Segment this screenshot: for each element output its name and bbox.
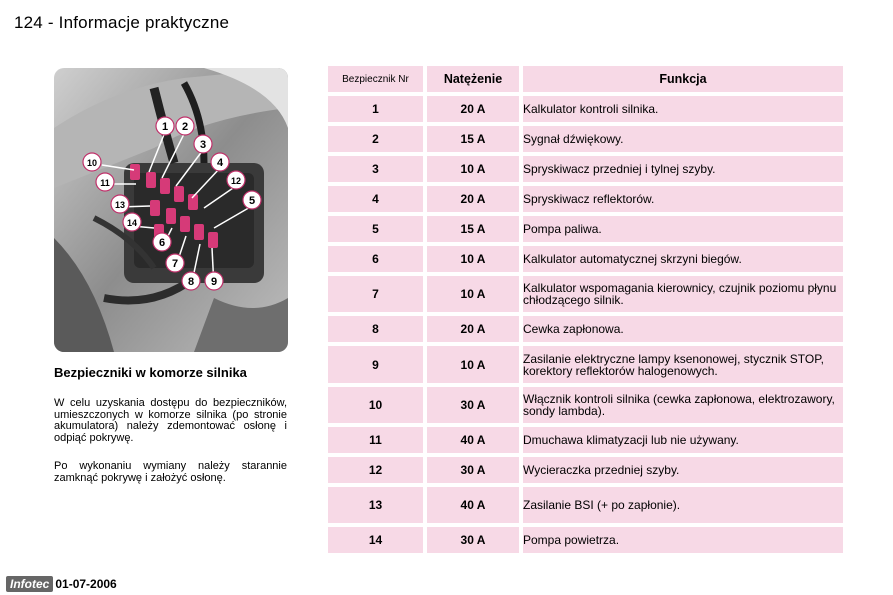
amperage-cell: 15 A: [423, 216, 519, 242]
table-row: [328, 527, 843, 553]
function-cell: Spryskiwacz przedniej i tylnej szyby.: [519, 156, 843, 182]
instruction-paragraph-1: W celu uzyskania dostępu do bezpieczników, umieszczonych w komorze silnika (po stronie akumulatora) należy zdemontować osłonę i odpiąć pokrywę.: [54, 397, 287, 444]
page-title: 124 - Informacje praktyczne: [14, 13, 230, 32]
fuse-callout-label: 12: [230, 176, 242, 186]
fuse-number-cell: 2: [328, 126, 423, 152]
fuse-callout-label: 14: [126, 218, 138, 228]
function-cell: Kalkulator automatycznej skrzyni biegów.: [519, 246, 843, 272]
fuse-number-cell: 5: [328, 216, 423, 242]
fuse-number-cell: 4: [328, 186, 423, 212]
fuse-callout-label: 3: [199, 139, 207, 151]
table-row: [328, 186, 843, 212]
section-title: Bezpieczniki w komorze silnika: [54, 365, 247, 380]
fuse-callout-label: 8: [187, 276, 195, 288]
function-cell: Spryskiwacz reflektorów.: [519, 186, 843, 212]
table-row: [328, 96, 843, 122]
amperage-cell: 20 A: [423, 186, 519, 212]
table-row: [328, 126, 843, 152]
fuse-callout-label: 1: [161, 121, 169, 133]
fuse-callout-label: 9: [210, 276, 218, 288]
fuse-number-cell: 3: [328, 156, 423, 182]
fuse-number-cell: 9: [328, 346, 423, 383]
header-function: Funkcja: [519, 66, 843, 92]
fuse-callout-label: 6: [158, 237, 166, 249]
fuse-number-cell: 11: [328, 427, 423, 453]
amperage-cell: 30 A: [423, 457, 519, 483]
amperage-cell: 30 A: [423, 527, 519, 553]
amperage-cell: 20 A: [423, 96, 519, 122]
table-row: [328, 427, 843, 453]
table-row: [328, 316, 843, 342]
fuse-callout-label: 2: [181, 121, 189, 133]
amperage-cell: 10 A: [423, 346, 519, 383]
fuse-number-cell: 14: [328, 527, 423, 553]
table-row: [328, 487, 843, 523]
amperage-cell: 40 A: [423, 427, 519, 453]
engine-fusebox-photo: [54, 68, 288, 352]
fuse-callout-label: 10: [86, 158, 98, 168]
function-cell: Pompa powietrza.: [519, 527, 843, 553]
infotec-logo: Infotec: [6, 576, 53, 592]
fuse-number-cell: 12: [328, 457, 423, 483]
function-cell: Kalkulator wspomagania kierownicy, czujnik poziomu płynu chłodzącego silnik.: [519, 276, 843, 312]
amperage-cell: 10 A: [423, 276, 519, 312]
fuse-number-cell: 1: [328, 96, 423, 122]
function-cell: Wycieraczka przedniej szyby.: [519, 457, 843, 483]
table-row: [328, 156, 843, 182]
table-row: [328, 457, 843, 483]
header-fuse-number: Bezpiecznik Nr: [328, 66, 423, 92]
fuse-table: [328, 62, 843, 557]
table-row: [328, 387, 843, 423]
fuse-callout-label: 5: [248, 195, 256, 207]
fuse-callout-label: 7: [171, 258, 179, 270]
amperage-cell: 15 A: [423, 126, 519, 152]
fuse-number-cell: 7: [328, 276, 423, 312]
amperage-cell: 10 A: [423, 246, 519, 272]
table-row: [328, 276, 843, 312]
fuse-number-cell: 6: [328, 246, 423, 272]
table-row: [328, 346, 843, 383]
footer: [6, 576, 117, 591]
function-cell: Pompa paliwa.: [519, 216, 843, 242]
table-row: [328, 216, 843, 242]
amperage-cell: 10 A: [423, 156, 519, 182]
table-row: [328, 246, 843, 272]
function-cell: Zasilanie BSI (+ po zapłonie).: [519, 487, 843, 523]
fuse-callout-label: 11: [100, 178, 110, 188]
function-cell: Włącznik kontroli silnika (cewka zapłonowa, elektrozawory, sondy lambda).: [519, 387, 843, 423]
fuse-number-cell: 13: [328, 487, 423, 523]
function-cell: Kalkulator kontroli silnika.: [519, 96, 843, 122]
footer-date: 01-07-2006: [55, 576, 117, 591]
function-cell: Sygnał dźwiękowy.: [519, 126, 843, 152]
amperage-cell: 40 A: [423, 487, 519, 523]
function-cell: Zasilanie elektryczne lampy ksenonowej, stycznik STOP, korektory reflektorów halogenowych.: [519, 346, 843, 383]
function-cell: Cewka zapłonowa.: [519, 316, 843, 342]
amperage-cell: 30 A: [423, 387, 519, 423]
fuse-number-cell: 8: [328, 316, 423, 342]
amperage-cell: 20 A: [423, 316, 519, 342]
fuse-callout-label: 4: [216, 157, 224, 169]
function-cell: Dmuchawa klimatyzacji lub nie używany.: [519, 427, 843, 453]
fuse-number-cell: 10: [328, 387, 423, 423]
instruction-paragraph-2: Po wykonaniu wymiany należy starannie zamknąć pokrywę i założyć osłonę.: [54, 460, 287, 484]
fuse-callout-label: 13: [114, 200, 126, 210]
header-amperage: Natężenie: [423, 66, 519, 92]
